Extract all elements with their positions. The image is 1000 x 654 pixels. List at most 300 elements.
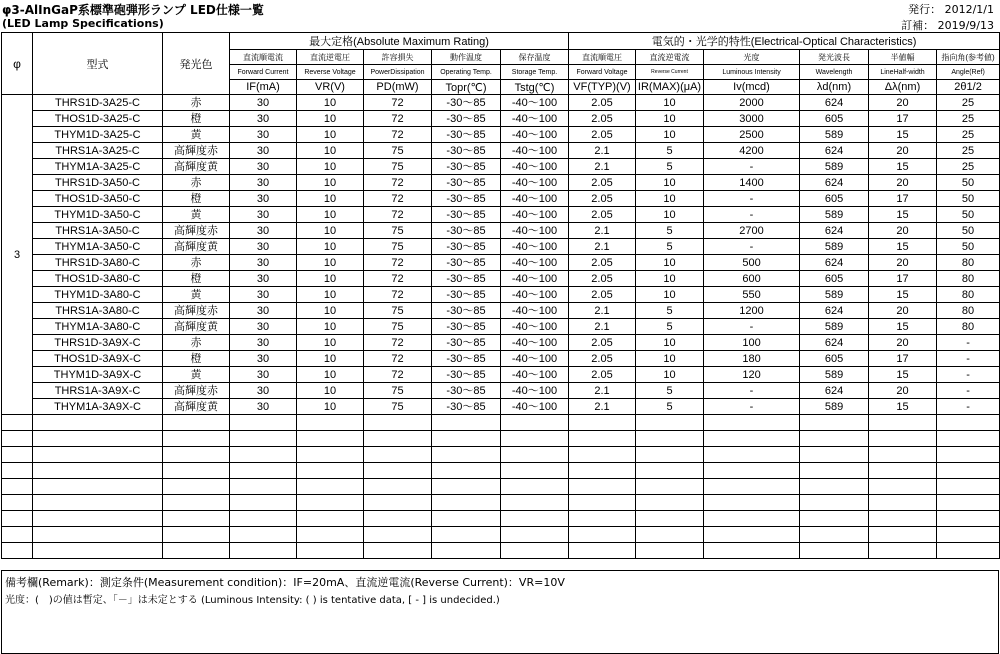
- table-cell: 高輝度黄: [163, 159, 230, 175]
- table-cell: [297, 447, 364, 463]
- table-cell: [432, 447, 501, 463]
- table-cell: -: [704, 239, 800, 255]
- table-cell: [569, 447, 636, 463]
- table-cell: 10: [297, 255, 364, 271]
- table-cell: 30: [230, 271, 297, 287]
- table-cell: 30: [230, 383, 297, 399]
- table-cell: [163, 463, 230, 479]
- table-cell: -30～85: [432, 143, 501, 159]
- table-cell: [33, 495, 163, 511]
- table-row: [2, 239, 1000, 255]
- table-cell: 2.1: [569, 223, 636, 239]
- table-cell: [230, 447, 297, 463]
- table-cell: 624: [800, 383, 869, 399]
- table-cell: 80: [937, 319, 1000, 335]
- remark-line-1: 備考欄(Remark)：測定条件(Measurement condition)：IF=20mA、直流逆電流(Reverse Current)：VR=10V: [5, 576, 565, 589]
- table-cell: 2.05: [569, 175, 636, 191]
- table-cell: 赤: [163, 95, 230, 111]
- empty-row: [2, 527, 1000, 543]
- table-cell: 10: [297, 175, 364, 191]
- table-cell: 高輝度赤: [163, 303, 230, 319]
- table-cell: [937, 511, 1000, 527]
- table-cell: [163, 543, 230, 559]
- table-cell: THOS1D-3A9X-C: [33, 351, 163, 367]
- table-cell: 5: [636, 143, 704, 159]
- table-cell: [33, 527, 163, 543]
- table-cell: 4200: [704, 143, 800, 159]
- table-cell: -30～85: [432, 191, 501, 207]
- table-cell: 2000: [704, 95, 800, 111]
- table-cell: 20: [869, 383, 937, 399]
- table-cell: 589: [800, 319, 869, 335]
- table-cell: THOS1D-3A50-C: [33, 191, 163, 207]
- table-cell: [432, 479, 501, 495]
- table-cell: [2, 431, 33, 447]
- table-cell: 589: [800, 239, 869, 255]
- table-cell: 50: [937, 239, 1000, 255]
- table-cell: 高輝度赤: [163, 383, 230, 399]
- table-cell: THRS1A-3A25-C: [33, 143, 163, 159]
- header-jp: 直流順電圧: [569, 50, 636, 65]
- table-row: [2, 399, 1000, 415]
- table-cell: [704, 447, 800, 463]
- table-cell: 2.05: [569, 351, 636, 367]
- table-cell: [163, 511, 230, 527]
- table-cell: 500: [704, 255, 800, 271]
- table-cell: 10: [636, 335, 704, 351]
- table-cell: [569, 431, 636, 447]
- table-cell: 2.05: [569, 95, 636, 111]
- table-cell: 橙: [163, 191, 230, 207]
- table-cell: 30: [230, 159, 297, 175]
- table-cell: THYM1D-3A9X-C: [33, 367, 163, 383]
- table-cell: 2500: [704, 127, 800, 143]
- table-cell: 2.05: [569, 335, 636, 351]
- eo-char-header: 電気的・光学的特性(Electrical-Optical Characteristics): [569, 33, 1000, 50]
- table-cell: THYM1D-3A80-C: [33, 287, 163, 303]
- table-cell: 2.1: [569, 239, 636, 255]
- table-row: [2, 175, 1000, 191]
- table-cell: 624: [800, 143, 869, 159]
- table-cell: [432, 511, 501, 527]
- header-jp: 直流順電流: [230, 50, 297, 65]
- table-cell: [230, 527, 297, 543]
- table-row: [2, 351, 1000, 367]
- table-cell: THRS1A-3A9X-C: [33, 383, 163, 399]
- table-cell: [704, 463, 800, 479]
- table-cell: 600: [704, 271, 800, 287]
- table-cell: -40～100: [501, 207, 569, 223]
- empty-row: [2, 431, 1000, 447]
- table-cell: 72: [364, 271, 432, 287]
- table-cell: [501, 479, 569, 495]
- table-cell: 30: [230, 303, 297, 319]
- header-en: Reverse Current: [636, 65, 704, 80]
- table-cell: 50: [937, 223, 1000, 239]
- table-cell: [230, 511, 297, 527]
- remark-box: [1, 570, 999, 654]
- table-cell: [33, 415, 163, 431]
- header-en: LineHalf-width: [869, 65, 937, 80]
- header-unit: PD(mW): [364, 80, 432, 95]
- table-cell: [501, 415, 569, 431]
- table-cell: -: [704, 399, 800, 415]
- table-cell: 75: [364, 159, 432, 175]
- table-cell: 2.1: [569, 399, 636, 415]
- table-cell: [636, 479, 704, 495]
- table-cell: 高輝度黄: [163, 319, 230, 335]
- table-cell: [2, 447, 33, 463]
- table-cell: [501, 511, 569, 527]
- table-cell: 10: [636, 287, 704, 303]
- table-cell: -40～100: [501, 143, 569, 159]
- table-cell: 75: [364, 223, 432, 239]
- header-en: Forward Current: [230, 65, 297, 80]
- table-cell: -30～85: [432, 223, 501, 239]
- table-cell: 10: [297, 351, 364, 367]
- table-header: [2, 33, 1000, 95]
- table-cell: -: [937, 383, 1000, 399]
- table-cell: [636, 511, 704, 527]
- empty-row: [2, 511, 1000, 527]
- table-cell: [869, 415, 937, 431]
- table-cell: 30: [230, 399, 297, 415]
- table-cell: 5: [636, 239, 704, 255]
- table-cell: 10: [636, 367, 704, 383]
- table-cell: 30: [230, 335, 297, 351]
- table-cell: 75: [364, 399, 432, 415]
- table-cell: 20: [869, 175, 937, 191]
- table-cell: [569, 511, 636, 527]
- table-cell: [800, 511, 869, 527]
- table-cell: [163, 479, 230, 495]
- table-cell: [501, 431, 569, 447]
- header-unit: VR(V): [297, 80, 364, 95]
- table-cell: [297, 543, 364, 559]
- table-cell: 72: [364, 351, 432, 367]
- table-row: [2, 271, 1000, 287]
- table-cell: THYM1D-3A25-C: [33, 127, 163, 143]
- table-cell: [230, 543, 297, 559]
- table-cell: 589: [800, 207, 869, 223]
- table-cell: 30: [230, 367, 297, 383]
- table-cell: [569, 527, 636, 543]
- table-cell: [364, 527, 432, 543]
- table-cell: 50: [937, 207, 1000, 223]
- table-row: [2, 191, 1000, 207]
- table-cell: 橙: [163, 111, 230, 127]
- table-cell: -30～85: [432, 159, 501, 175]
- table-cell: [869, 511, 937, 527]
- table-cell: 80: [937, 287, 1000, 303]
- table-row: [2, 303, 1000, 319]
- header-en: Operating Temp.: [432, 65, 501, 80]
- table-cell: -40～100: [501, 287, 569, 303]
- table-body: [2, 95, 1000, 559]
- table-cell: [2, 543, 33, 559]
- table-cell: 15: [869, 367, 937, 383]
- empty-row: [2, 495, 1000, 511]
- table-cell: 5: [636, 319, 704, 335]
- table-cell: [297, 479, 364, 495]
- table-cell: -40～100: [501, 191, 569, 207]
- table-cell: 75: [364, 239, 432, 255]
- table-row: [2, 255, 1000, 271]
- table-cell: [869, 431, 937, 447]
- table-cell: [163, 495, 230, 511]
- table-cell: 10: [636, 207, 704, 223]
- table-cell: 30: [230, 351, 297, 367]
- table-cell: 10: [297, 207, 364, 223]
- table-cell: 30: [230, 175, 297, 191]
- table-cell: -30～85: [432, 255, 501, 271]
- table-cell: -40～100: [501, 255, 569, 271]
- table-cell: [800, 495, 869, 511]
- table-cell: [2, 479, 33, 495]
- header-en: Reverse Voltage: [297, 65, 364, 80]
- table-cell: THYM1A-3A80-C: [33, 319, 163, 335]
- table-cell: [297, 495, 364, 511]
- header-unit: IR(MAX)(μA): [636, 80, 704, 95]
- table-cell: 17: [869, 191, 937, 207]
- table-cell: 72: [364, 255, 432, 271]
- table-cell: [937, 543, 1000, 559]
- table-cell: [230, 431, 297, 447]
- table-cell: -40～100: [501, 271, 569, 287]
- table-cell: [569, 495, 636, 511]
- table-cell: 10: [636, 175, 704, 191]
- table-cell: [869, 463, 937, 479]
- table-cell: 75: [364, 143, 432, 159]
- table-cell: THRS1D-3A50-C: [33, 175, 163, 191]
- table-cell: [364, 479, 432, 495]
- table-cell: 72: [364, 175, 432, 191]
- table-cell: 2.1: [569, 159, 636, 175]
- table-cell: -40～100: [501, 367, 569, 383]
- table-cell: THRS1A-3A50-C: [33, 223, 163, 239]
- table-cell: [297, 415, 364, 431]
- table-cell: -30～85: [432, 271, 501, 287]
- table-cell: -30～85: [432, 111, 501, 127]
- table-cell: 605: [800, 111, 869, 127]
- remark-line-2: 光度：( )の値は暫定、「－」は未定とする (Luminous Intensity: ( ) is tentative data, [ - ] is undecided.): [5, 595, 500, 606]
- table-cell: 50: [937, 191, 1000, 207]
- table-cell: [2, 527, 33, 543]
- table-row: [2, 95, 1000, 111]
- model-header: 型式: [33, 33, 163, 95]
- table-row: [2, 127, 1000, 143]
- header-jp: 半値幅: [869, 50, 937, 65]
- table-cell: [937, 415, 1000, 431]
- table-cell: [163, 431, 230, 447]
- table-cell: 赤: [163, 335, 230, 351]
- table-cell: 589: [800, 127, 869, 143]
- table-cell: 2.1: [569, 319, 636, 335]
- table-cell: 30: [230, 127, 297, 143]
- table-cell: [937, 479, 1000, 495]
- table-cell: [636, 415, 704, 431]
- table-cell: [569, 479, 636, 495]
- table-cell: 624: [800, 255, 869, 271]
- table-cell: [432, 543, 501, 559]
- table-cell: [364, 543, 432, 559]
- table-cell: [33, 543, 163, 559]
- table-cell: [704, 543, 800, 559]
- table-cell: -40～100: [501, 319, 569, 335]
- table-cell: [800, 463, 869, 479]
- table-cell: 2.1: [569, 303, 636, 319]
- table-cell: 高輝度黄: [163, 399, 230, 415]
- table-cell: [297, 511, 364, 527]
- table-cell: [364, 463, 432, 479]
- table-cell: 72: [364, 191, 432, 207]
- table-cell: -30～85: [432, 351, 501, 367]
- empty-row: [2, 479, 1000, 495]
- table-cell: 20: [869, 255, 937, 271]
- table-cell: 黄: [163, 287, 230, 303]
- table-cell: 624: [800, 303, 869, 319]
- header-jp: 保存温度: [501, 50, 569, 65]
- page-subtitle: (LED Lamp Specifications): [2, 17, 164, 30]
- table-cell: [2, 495, 33, 511]
- table-cell: [432, 495, 501, 511]
- table-cell: 2.05: [569, 287, 636, 303]
- table-cell: [163, 447, 230, 463]
- table-cell: THOS1D-3A80-C: [33, 271, 163, 287]
- table-cell: [800, 431, 869, 447]
- table-cell: [501, 495, 569, 511]
- table-cell: [163, 415, 230, 431]
- table-cell: 1200: [704, 303, 800, 319]
- table-cell: 25: [937, 143, 1000, 159]
- table-cell: [869, 527, 937, 543]
- table-cell: -30～85: [432, 303, 501, 319]
- table-cell: 10: [636, 127, 704, 143]
- table-cell: 5: [636, 223, 704, 239]
- table-cell: -30～85: [432, 207, 501, 223]
- table-cell: [33, 463, 163, 479]
- table-cell: -30～85: [432, 335, 501, 351]
- table-cell: 80: [937, 303, 1000, 319]
- table-cell: 30: [230, 319, 297, 335]
- table-cell: 72: [364, 127, 432, 143]
- table-cell: 黄: [163, 207, 230, 223]
- table-cell: 15: [869, 239, 937, 255]
- table-cell: THYM1D-3A50-C: [33, 207, 163, 223]
- issued-date: 発行： 2012/1/1: [908, 3, 994, 16]
- table-cell: -40～100: [501, 127, 569, 143]
- table-cell: [364, 511, 432, 527]
- table-cell: 10: [297, 111, 364, 127]
- table-cell: 高輝度黄: [163, 239, 230, 255]
- table-cell: 605: [800, 351, 869, 367]
- table-cell: -30～85: [432, 367, 501, 383]
- table-cell: 10: [297, 191, 364, 207]
- table-cell: 20: [869, 303, 937, 319]
- table-cell: 10: [297, 159, 364, 175]
- header-unit: Δλ(nm): [869, 80, 937, 95]
- empty-row: [2, 447, 1000, 463]
- table-cell: 橙: [163, 351, 230, 367]
- table-cell: 2.05: [569, 367, 636, 383]
- table-cell: -30～85: [432, 239, 501, 255]
- table-cell: 2.05: [569, 111, 636, 127]
- header-jp: 許容損失: [364, 50, 432, 65]
- table-cell: 180: [704, 351, 800, 367]
- table-cell: 2.05: [569, 255, 636, 271]
- table-cell: 赤: [163, 255, 230, 271]
- color-header: 発光色: [163, 33, 230, 95]
- table-cell: [364, 495, 432, 511]
- table-cell: -30～85: [432, 175, 501, 191]
- table-cell: [33, 479, 163, 495]
- table-cell: -40～100: [501, 383, 569, 399]
- table-cell: 1400: [704, 175, 800, 191]
- table-cell: 550: [704, 287, 800, 303]
- table-cell: 10: [297, 319, 364, 335]
- table-cell: 72: [364, 367, 432, 383]
- table-cell: -: [704, 319, 800, 335]
- table-cell: 10: [297, 383, 364, 399]
- table-cell: 20: [869, 223, 937, 239]
- table-cell: 2.05: [569, 191, 636, 207]
- table-row: [2, 207, 1000, 223]
- table-cell: [501, 527, 569, 543]
- header-jp: 指向角(参考値): [937, 50, 1000, 65]
- table-cell: 10: [297, 271, 364, 287]
- table-cell: [636, 495, 704, 511]
- table-row: [2, 383, 1000, 399]
- header-unit: Tstg(℃): [501, 80, 569, 95]
- table-cell: 10: [297, 303, 364, 319]
- table-cell: [432, 431, 501, 447]
- table-cell: 黄: [163, 127, 230, 143]
- table-cell: 10: [297, 95, 364, 111]
- header-jp: 直流逆電流: [636, 50, 704, 65]
- table-cell: [869, 479, 937, 495]
- empty-row: [2, 543, 1000, 559]
- table-cell: 72: [364, 287, 432, 303]
- table-cell: -: [937, 335, 1000, 351]
- table-row: [2, 223, 1000, 239]
- table-cell: 5: [636, 383, 704, 399]
- table-cell: 17: [869, 271, 937, 287]
- table-cell: 10: [636, 351, 704, 367]
- table-cell: -: [937, 367, 1000, 383]
- table-cell: -40～100: [501, 303, 569, 319]
- max-rating-header: 最大定格(Absolute Maximum Rating): [230, 33, 569, 50]
- table-cell: 75: [364, 319, 432, 335]
- table-cell: [937, 447, 1000, 463]
- table-cell: [2, 415, 33, 431]
- table-cell: 30: [230, 95, 297, 111]
- table-cell: [937, 463, 1000, 479]
- table-row: [2, 159, 1000, 175]
- table-row: [2, 287, 1000, 303]
- table-cell: [869, 495, 937, 511]
- table-cell: 589: [800, 367, 869, 383]
- table-cell: [432, 463, 501, 479]
- header-unit: IF(mA): [230, 80, 297, 95]
- table-cell: [636, 527, 704, 543]
- table-cell: THRS1A-3A80-C: [33, 303, 163, 319]
- header-en: Forward Voltage: [569, 65, 636, 80]
- header-unit: λd(nm): [800, 80, 869, 95]
- table-cell: -: [937, 351, 1000, 367]
- header-en: Wavelength: [800, 65, 869, 80]
- table-cell: 25: [937, 159, 1000, 175]
- table-cell: 30: [230, 255, 297, 271]
